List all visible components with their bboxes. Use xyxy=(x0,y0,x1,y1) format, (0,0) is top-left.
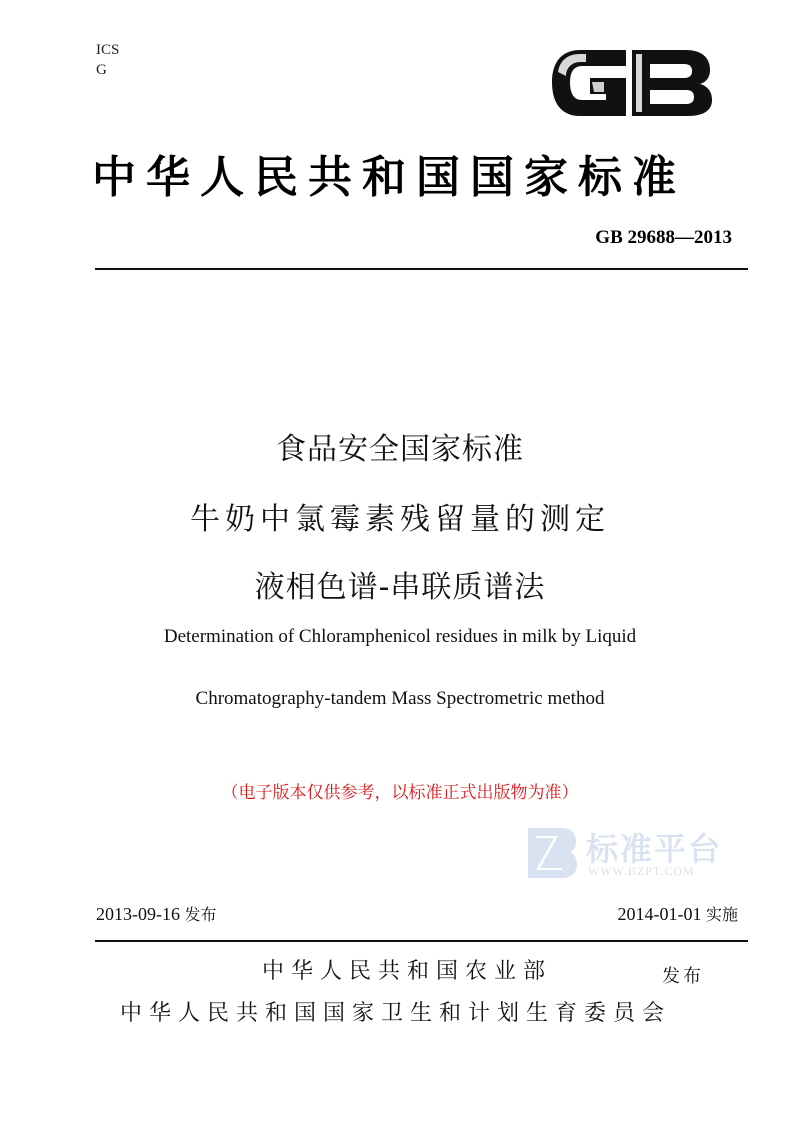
bz-logo-icon xyxy=(526,824,578,880)
standard-number: GB 29688—2013 xyxy=(595,227,732,248)
classification-code: G xyxy=(96,62,107,78)
effective-date-value: 2014-01-01 xyxy=(617,904,702,924)
issue-date-value: 2013-09-16 xyxy=(96,904,180,924)
english-title-line-2: Chromatography-tandem Mass Spectrometric method xyxy=(195,688,605,709)
ics-label: ICS xyxy=(96,42,120,58)
effective-date-label: 实施 xyxy=(705,905,738,924)
issue-date-label: 发布 xyxy=(184,905,217,924)
main-title: 中华人民共和国国家标准 xyxy=(92,152,686,203)
issuer-label: 发布 xyxy=(662,966,704,987)
top-divider xyxy=(95,268,748,270)
chinese-title-line-3: 液相色谱-串联质谱法 xyxy=(254,570,546,605)
english-title-line-1: Determination of Chloramphenicol residues in milk by Liquid xyxy=(163,626,637,647)
watermark xyxy=(526,824,726,884)
chinese-title-line-2: 牛奶中氯霉素残留量的测定 xyxy=(190,502,610,537)
bottom-divider xyxy=(95,940,748,942)
issuer-ministry-agriculture: 中华人民共和国农业部 xyxy=(262,959,553,984)
issue-date xyxy=(96,902,217,925)
chinese-title-line-1: 食品安全国家标准 xyxy=(276,432,524,467)
gb-logo-icon xyxy=(546,42,714,124)
watermark-url: WWW.BZPT.COM xyxy=(588,864,695,878)
issuer-health-commission: 中华人民共和国国家卫生和计划生育委员会 xyxy=(120,1001,672,1026)
effective-date xyxy=(617,902,738,925)
ics-block xyxy=(96,40,119,80)
watermark-text: 标准平台 xyxy=(586,830,723,868)
reference-notice: （电子版本仅供参考，以标准正式出版物为准） xyxy=(221,783,579,803)
